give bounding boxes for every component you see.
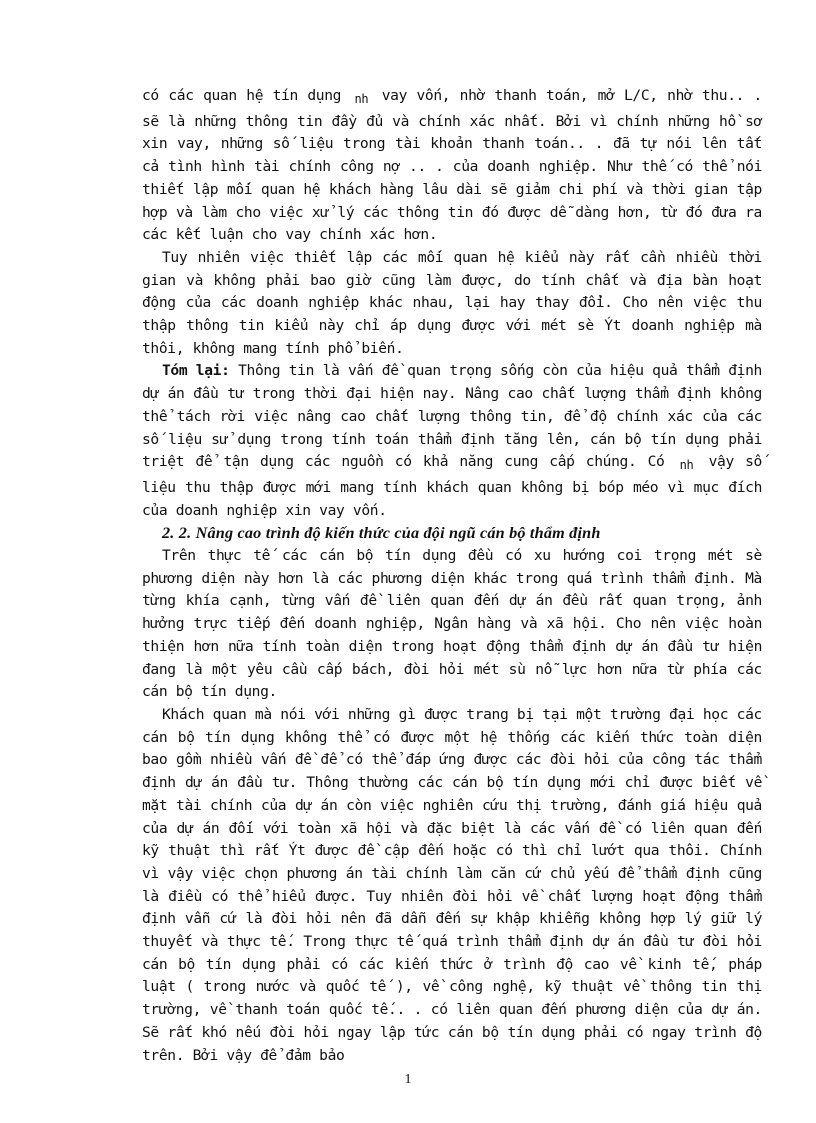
paragraph-1 — [142, 85, 762, 247]
paragraph-3-part-a: Thông tin là vấn đề quan trọng sống còn của hiệu quả thẩm định dự án đầu tư trong thời đại hiện nay. Nâng cao chất lượng thẩm định không thể tách rời việc nâng cao chất lượng thông tin, để độ chính xác của các số liệu sử dụng trong tính toán thẩm định tăng lên, cán bộ tín dụng phải triệt để tận dụng các nguồn có khả năng cung cấp chúng. Có — [142, 362, 762, 471]
paragraph-3-small-text: nh — [679, 458, 694, 473]
section-heading: 2. 2. Nâng cao trình độ kiến thức của đội ngũ cán bộ thẩm định — [162, 524, 601, 543]
paragraph-3-lead: Tóm lại: — [162, 362, 230, 380]
paragraph-2: Tuy nhiên việc thiết lập các mối quan hệ kiểu này rất cần nhiều thời gian và không phải bao giờ cũng làm được, do tính chất và địa bàn hoạt động của các doanh nghiệp khác nhau, lại hay thay đổi. Cho nên việc thu thập thông tin kiểu này chỉ áp dụng được với mét sè Ýt doanh nghiệp mà thôi, không mang tính phổ biến. — [142, 248, 762, 357]
page-number: 1 — [404, 1072, 412, 1087]
paragraph-1-part-b: vay vốn, nhờ thanh toán, mở L/C, nhờ thu.. . sẽ là những thông tin đầy đủ và chính xác nhất. Bởi vì chính những hồ sơ xin vay, những số liệu trong tài khoản thanh toán.. . đã tự nói lên tất cả tình hình tài chính công nợ .. . của doanh nghiệp. Như thế có thể nói thiết lập mối quan hệ khách hàng lâu dài sẽ giảm chi phí và thời gian tập hợp và làm cho việc xử lý các thông tin đó được dễ dàng hơn, từ đó đưa ra các kết luận cho vay chính xác hơn. — [142, 87, 762, 244]
paragraph-1-part-a: có các quan hệ tín dụng — [142, 87, 351, 104]
paragraph-4: Trên thực tế các cán bộ tín dụng đều có xu hướng coi trọng mét sè phương diện này hơn là các phương diện khác trong quá trình thẩm định. Mà từng khía cạnh, từng vấn đề liên quan đến dự án đều rất quan trọng, ảnh hưởng trực tiếp đến doanh nghiệp, Ngân hàng và xã hội. Cho nên việc hoàn thiện hơn nữa tính toàn diện trong hoạt động thẩm định dự án đầu tư hiện đang là một yêu cầu cấp bách, đòi hỏi mét sù nỗ lực hơn nữa từ phía các cán bộ tín dụng. — [142, 547, 762, 701]
body-text — [142, 85, 762, 1067]
paragraph-3 — [142, 360, 762, 522]
paragraph-3-part-b: vậy số liệu thu thập được mới mang tính khách quan không bị bóp méo vì mục đích của doanh nghiệp xin vay vốn. — [142, 453, 762, 519]
paragraph-1-small-text: nh — [354, 92, 369, 106]
paragraph-5: Khách quan mà nói với những gì được trang bị tại một trường đại học các cán bộ tín dụng không thể có được một hệ thống các kiến thức toàn diện bao gồm nhiều vấn đề để có thể đáp ứng được các đòi hỏi của công tác thẩm định dự án đầu tư. Thông thường các cán bộ tín dụng mới chỉ được biết về mặt tài chính của dự án còn việc nghiên cứu thị trường, đánh giá hiệu quả của dự án đối với toàn xã hội và đặc biệt là các vấn đề có liên quan đến kỹ thuật thì rất Ýt được đề cập đến hoặc có thì chỉ lướt qua thôi. Chính vì vậy việc chọn phương án tài chính làm căn cứ chủ yếu để thẩm định cũng là điều có thể hiểu được. Tuy nhiên đòi hỏi về chất lượng hoạt động thẩm định vẫn cứ là đòi hỏi nên đã dẫn đến sự khập khiễng không hợp lý giữ lý thuyết và thực tế. Trong thực tế quá trình thẩm định dự án đầu tư đòi hỏi cán bộ tín dụng phải có các kiến thức ở trình độ cao về kinh tế, pháp luật ( trong nước và quốc tế ), về công nghệ, kỹ thuật về thông tin thị trường, về thanh toán quốc tế.. . có liên quan đến phương diện của dự án. Sẽ rất khó nếu đòi hỏi ngay lập tức cán bộ tín dụng phải có ngay trình độ trên. Bởi vậy để đảm bảo — [142, 705, 762, 1064]
